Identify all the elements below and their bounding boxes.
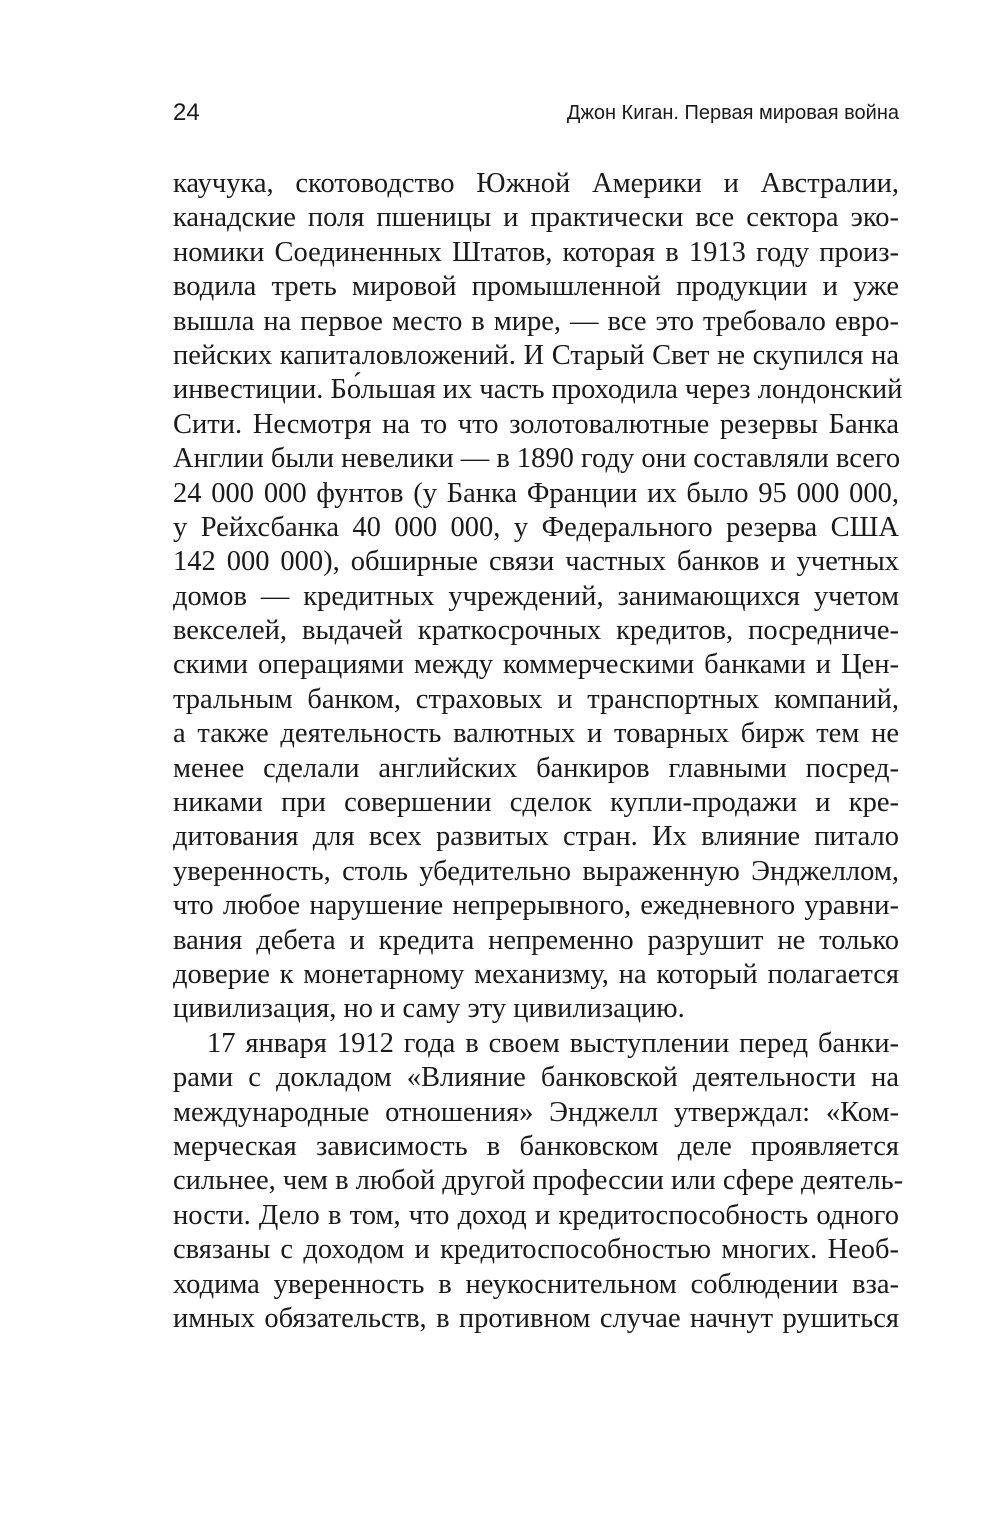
text-line: цивилизация, но и саму эту цивилизацию. (173, 993, 685, 1025)
text-line: пейских капиталовложений. И Старый Свет не скупился на (173, 339, 899, 371)
text-line: 142 000 000), обширные связи частных банков и учетных (173, 546, 899, 578)
text-line: менее сделали английских банкиров главными посред- (173, 752, 899, 784)
page-number: 24 (173, 99, 200, 126)
text-line: имных обязательств, в противном случае начнут рушиться (173, 1302, 899, 1334)
text-line: связаны с доходом и кредитоспособностью многих. Необ- (173, 1234, 899, 1266)
text-line: у Рейхсбанка 40 000 000, у Федерального резерва США (173, 511, 899, 543)
body-text (173, 167, 904, 1336)
text-line: Англии были невелики — в 1890 году они составляли всего (173, 443, 901, 475)
text-line: международные отношения» Энджелл утверждал: «Ком- (173, 1096, 899, 1128)
text-line: векселей, выдачей краткосрочных кредитов, посредниче- (173, 615, 899, 647)
text-line: 17 января 1912 года в своем выступлении перед банки- (207, 1027, 899, 1059)
text-line: инвестиции. Бо́льшая их часть проходила через лондонский (173, 374, 903, 406)
text-line: а также деятельность валютных и товарных бирж тем не (173, 718, 899, 750)
paragraph-2 (173, 1027, 904, 1337)
text-line: мерческая зависимость в банковском деле проявляется (173, 1130, 899, 1162)
text-line: что любое нарушение непрерывного, ежедневного уравни- (173, 890, 899, 922)
text-line: ности. Дело в том, что доход и кредитоспособность одного (173, 1199, 899, 1231)
text-line: вания дебета и кредита непременно разрушит не только (173, 924, 899, 956)
text-line: сильнее, чем в любой другой профессии или сфере деятель- (173, 1165, 904, 1197)
text-line: тральным банком, страховых и транспортных компаний, (173, 683, 899, 715)
text-line: вышла на первое место в мире, — все это требовало евро- (173, 305, 899, 337)
text-line: 24 000 000 фунтов (у Банка Франции их было 95 000 000, (173, 477, 899, 509)
running-title: Джон Киган. Первая мировая война (566, 102, 899, 124)
text-line: водила треть мировой промышленной продукции и уже (173, 271, 899, 303)
text-line: канадские поля пшеницы и практически все сектора эко- (173, 202, 899, 234)
text-line: скими операциями между коммерческими банками и Цен- (173, 649, 899, 681)
text-line: каучука, скотоводство Южной Америки и Австралии, (173, 168, 899, 199)
text-line: дитования для всех развитых стран. Их влияние питало (173, 821, 899, 853)
text-line: рами с докладом «Влияние банковской деятельности на (173, 1062, 899, 1094)
paragraph-1 (173, 167, 903, 1027)
text-line: ходима уверенность в неукоснительном соблюдении вза- (173, 1268, 899, 1300)
text-line: доверие к монетарному механизму, на который полагается (173, 958, 899, 990)
text-line: номики Соединенных Штатов, которая в 1913 году произ- (173, 236, 899, 268)
running-header (173, 96, 899, 132)
text-line: никами при совершении сделок купли-продажи и кре- (173, 787, 899, 819)
text-line: Сити. Несмотря на то что золотовалютные резервы Банка (173, 408, 899, 440)
text-line: домов — кредитных учреждений, занимающихся учетом (173, 580, 899, 612)
text-line: уверенность, столь убедительно выраженную Энджеллом, (173, 855, 899, 887)
